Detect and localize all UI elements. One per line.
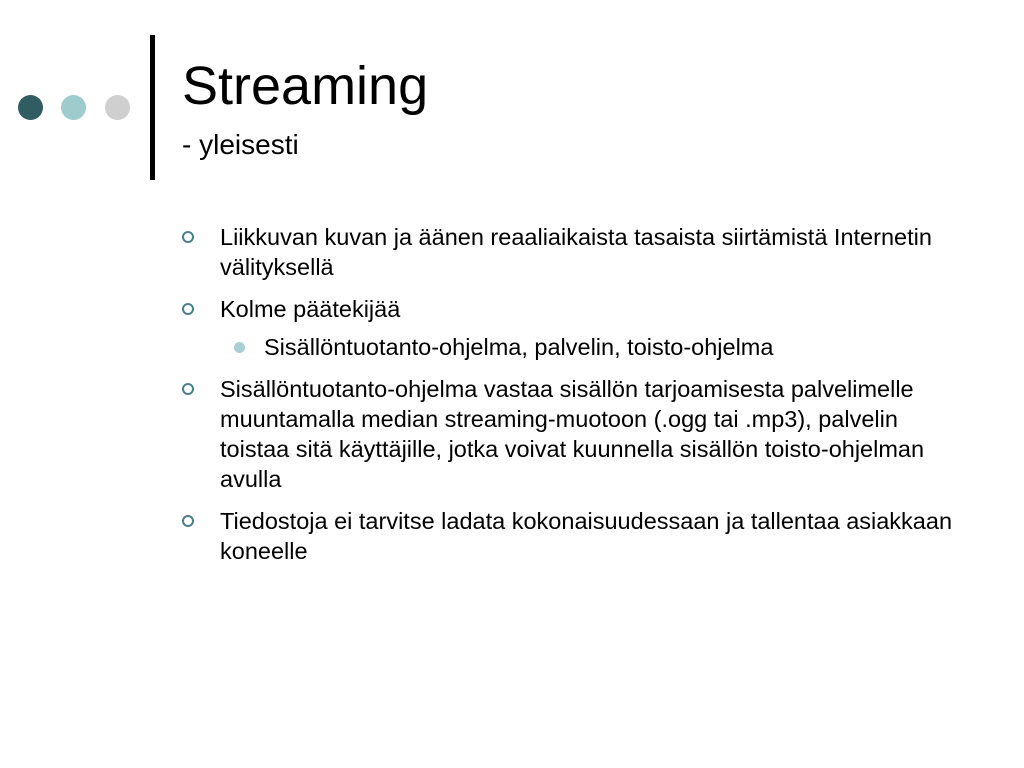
ring-bullet-icon <box>182 303 194 315</box>
bullet-item <box>182 294 972 324</box>
bullet-item <box>182 506 972 566</box>
decorative-dots <box>18 95 134 121</box>
bullet-text: Liikkuvan kuvan ja äänen reaaliaikaista tasaista siirtämistä Internetin välityksellä <box>220 224 932 280</box>
bullet-text: Tiedostoja ei tarvitse ladata kokonaisuudessaan ja tallentaa asiakkaan koneelle <box>220 508 953 564</box>
bullet-item <box>182 222 972 282</box>
ring-bullet-icon <box>182 515 194 527</box>
slide-title: Streaming <box>182 56 429 116</box>
title-divider-bar <box>150 35 155 180</box>
sub-bullet-item <box>230 332 972 362</box>
ring-bullet-icon <box>182 231 194 243</box>
bullet-text: Sisällöntuotanto-ohjelma vastaa sisällön tarjoamisesta palvelimelle muuntamalla median streaming-muotoon (.ogg tai .mp3), palvelin toistaa sitä käyttäjille, jotka voivat kuunnella sisällön toisto-ohjelman avulla <box>220 376 925 492</box>
dot-bullet-icon <box>234 342 245 353</box>
dot-dark-teal-icon <box>18 95 43 120</box>
sub-bullet-text: Sisällöntuotanto-ohjelma, palvelin, toisto-ohjelma <box>264 334 774 360</box>
dot-grey-icon <box>105 95 130 120</box>
slide-subtitle: - yleisesti <box>182 129 299 160</box>
ring-bullet-icon <box>182 383 194 395</box>
dot-light-teal-icon <box>61 95 86 120</box>
bullet-list <box>182 222 972 578</box>
bullet-text: Kolme päätekijää <box>220 296 401 322</box>
bullet-item <box>182 374 972 494</box>
